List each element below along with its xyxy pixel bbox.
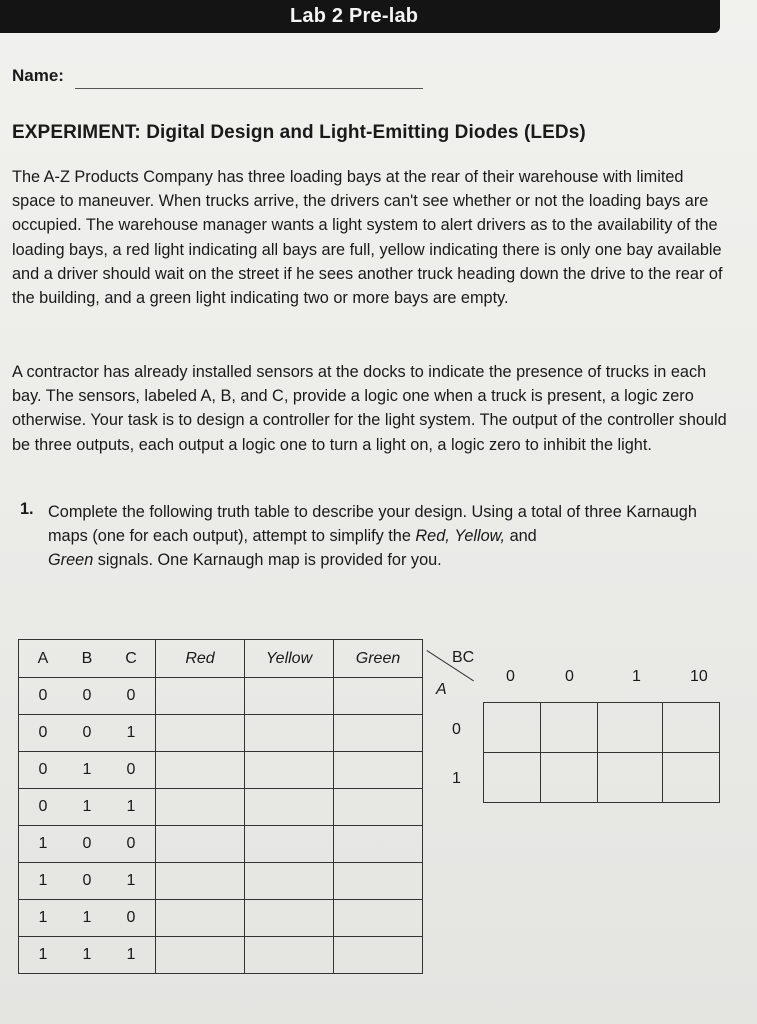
name-label: Name: bbox=[12, 66, 64, 85]
sensor-paragraph: A contractor has already installed sensors at the docks to indicate the presence of trucks in each bay. The sensors, labeled A, B, and C, provide a logic one when a truck is present, a logic zero otherwise. Your task is to design a controller for the light system. The output of the controller should be three outputs, each output a logic one to turn a light on, a logic zero to inhibit the light. bbox=[12, 363, 727, 454]
name-field-line[interactable] bbox=[75, 88, 423, 89]
red-output-cell[interactable] bbox=[156, 937, 245, 974]
input-c-value: 1 bbox=[126, 724, 136, 741]
header-green: Green bbox=[334, 640, 423, 678]
input-c-value: 1 bbox=[126, 946, 136, 963]
header-bar bbox=[0, 0, 720, 33]
input-b-value: 1 bbox=[82, 761, 92, 778]
input-b-value: 0 bbox=[82, 872, 92, 889]
header-a: A bbox=[37, 649, 49, 667]
question-text-part1: Complete the following truth table to describe your design. Using a total of three Karnaugh maps (one for each output), attempt to simplify the bbox=[48, 503, 697, 546]
red-output-cell[interactable] bbox=[156, 678, 245, 715]
red-output-cell[interactable] bbox=[156, 715, 245, 752]
kmap-cell[interactable] bbox=[541, 703, 598, 753]
red-output-cell[interactable] bbox=[156, 900, 245, 937]
input-values-cell bbox=[19, 789, 156, 826]
truth-table-row bbox=[19, 826, 423, 863]
green-output-cell[interactable] bbox=[334, 715, 423, 752]
kmap-cell[interactable] bbox=[663, 703, 720, 753]
and-word: and bbox=[505, 527, 537, 546]
kmap-col-label-3: 10 bbox=[690, 668, 708, 685]
truth-table-row bbox=[19, 715, 423, 752]
input-b-value: 0 bbox=[82, 724, 92, 741]
green-signal-label: Green bbox=[48, 551, 94, 570]
header-c: C bbox=[125, 649, 137, 667]
truth-table bbox=[18, 639, 423, 974]
truth-table-row bbox=[19, 752, 423, 789]
yellow-output-cell[interactable] bbox=[245, 789, 334, 826]
kmap-cell[interactable] bbox=[541, 753, 598, 803]
kmap-col-label-1: 0 bbox=[565, 668, 574, 685]
input-a-value: 1 bbox=[38, 909, 48, 926]
input-c-value: 0 bbox=[126, 687, 136, 704]
input-a-value: 1 bbox=[38, 835, 48, 852]
input-a-value: 0 bbox=[38, 798, 48, 815]
kmap-row-label-1: 1 bbox=[452, 770, 461, 787]
input-c-value: 0 bbox=[126, 761, 136, 778]
yellow-output-cell[interactable] bbox=[245, 752, 334, 789]
truth-table-row bbox=[19, 900, 423, 937]
input-b-value: 1 bbox=[82, 798, 92, 815]
input-b-value: 0 bbox=[82, 687, 92, 704]
input-values-cell bbox=[19, 752, 156, 789]
green-output-cell[interactable] bbox=[334, 789, 423, 826]
kmap-col-label-2: 1 bbox=[632, 668, 641, 685]
input-c-value: 0 bbox=[126, 909, 136, 926]
yellow-output-cell[interactable] bbox=[245, 937, 334, 974]
input-b-value: 1 bbox=[82, 946, 92, 963]
green-output-cell[interactable] bbox=[334, 678, 423, 715]
red-output-cell[interactable] bbox=[156, 826, 245, 863]
experiment-heading: EXPERIMENT: Digital Design and Light-Emitting Diodes (LEDs) bbox=[12, 122, 586, 143]
red-output-cell[interactable] bbox=[156, 752, 245, 789]
question-text-part2: signals. One Karnaugh map is provided for you. bbox=[93, 551, 442, 570]
kmap-cell[interactable] bbox=[484, 753, 541, 803]
green-output-cell[interactable] bbox=[334, 752, 423, 789]
yellow-output-cell[interactable] bbox=[245, 863, 334, 900]
kmap-row-label-0: 0 bbox=[452, 721, 461, 738]
input-a-value: 0 bbox=[38, 724, 48, 741]
input-c-value: 0 bbox=[126, 835, 136, 852]
green-output-cell[interactable] bbox=[334, 900, 423, 937]
input-a-value: 0 bbox=[38, 687, 48, 704]
input-b-value: 0 bbox=[82, 835, 92, 852]
green-output-cell[interactable] bbox=[334, 937, 423, 974]
yellow-output-cell[interactable] bbox=[245, 678, 334, 715]
kmap-col-label-0: 0 bbox=[506, 668, 515, 685]
input-values-cell bbox=[19, 937, 156, 974]
kmap-col-var: BC bbox=[452, 649, 475, 666]
input-values-cell bbox=[19, 826, 156, 863]
truth-table-header-row bbox=[19, 640, 423, 678]
truth-table-row bbox=[19, 863, 423, 900]
karnaugh-map bbox=[483, 702, 720, 803]
kmap-cell[interactable] bbox=[663, 753, 720, 803]
header-b: B bbox=[81, 649, 93, 667]
input-a-value: 1 bbox=[38, 946, 48, 963]
truth-table-row bbox=[19, 678, 423, 715]
yellow-output-cell[interactable] bbox=[245, 826, 334, 863]
question-number: 1. bbox=[20, 500, 34, 518]
input-values-cell bbox=[19, 715, 156, 752]
question-text bbox=[48, 500, 728, 573]
truth-table-row bbox=[19, 937, 423, 974]
truth-table-row bbox=[19, 789, 423, 826]
inputs-header bbox=[19, 640, 156, 678]
yellow-output-cell[interactable] bbox=[245, 715, 334, 752]
red-output-cell[interactable] bbox=[156, 863, 245, 900]
yellow-output-cell[interactable] bbox=[245, 900, 334, 937]
green-output-cell[interactable] bbox=[334, 826, 423, 863]
kmap-cell[interactable] bbox=[484, 703, 541, 753]
input-values-cell bbox=[19, 678, 156, 715]
kmap-cell[interactable] bbox=[598, 703, 663, 753]
input-a-value: 0 bbox=[38, 761, 48, 778]
input-a-value: 1 bbox=[38, 872, 48, 889]
kmap-row bbox=[484, 753, 720, 803]
input-values-cell bbox=[19, 900, 156, 937]
page-title: Lab 2 Pre-lab bbox=[290, 5, 419, 27]
kmap-row bbox=[484, 703, 720, 753]
input-b-value: 1 bbox=[82, 909, 92, 926]
kmap-cell[interactable] bbox=[598, 753, 663, 803]
green-output-cell[interactable] bbox=[334, 863, 423, 900]
input-c-value: 1 bbox=[126, 872, 136, 889]
kmap-row-var: A bbox=[436, 681, 447, 698]
header-red: Red bbox=[156, 640, 245, 678]
red-output-cell[interactable] bbox=[156, 789, 245, 826]
intro-paragraph: The A-Z Products Company has three loading bays at the rear of their warehouse with limited space to maneuver. When trucks arrive, the drivers can't see whether or not the loading bays are occupied. The warehouse manager wants a light system to alert drivers as to the availability of the loading bays, a red light indicating all bays are full, yellow indicating there is only one bay available and a driver should wait on the street if he sees another truck heading down the drive to the rear of the building, and a green light indicating two or more bays are empty. bbox=[12, 168, 723, 308]
input-c-value: 1 bbox=[126, 798, 136, 815]
input-values-cell bbox=[19, 863, 156, 900]
header-yellow: Yellow bbox=[245, 640, 334, 678]
yellow-signal-label: Yellow, bbox=[454, 527, 506, 546]
red-signal-label: Red, bbox=[415, 527, 450, 546]
